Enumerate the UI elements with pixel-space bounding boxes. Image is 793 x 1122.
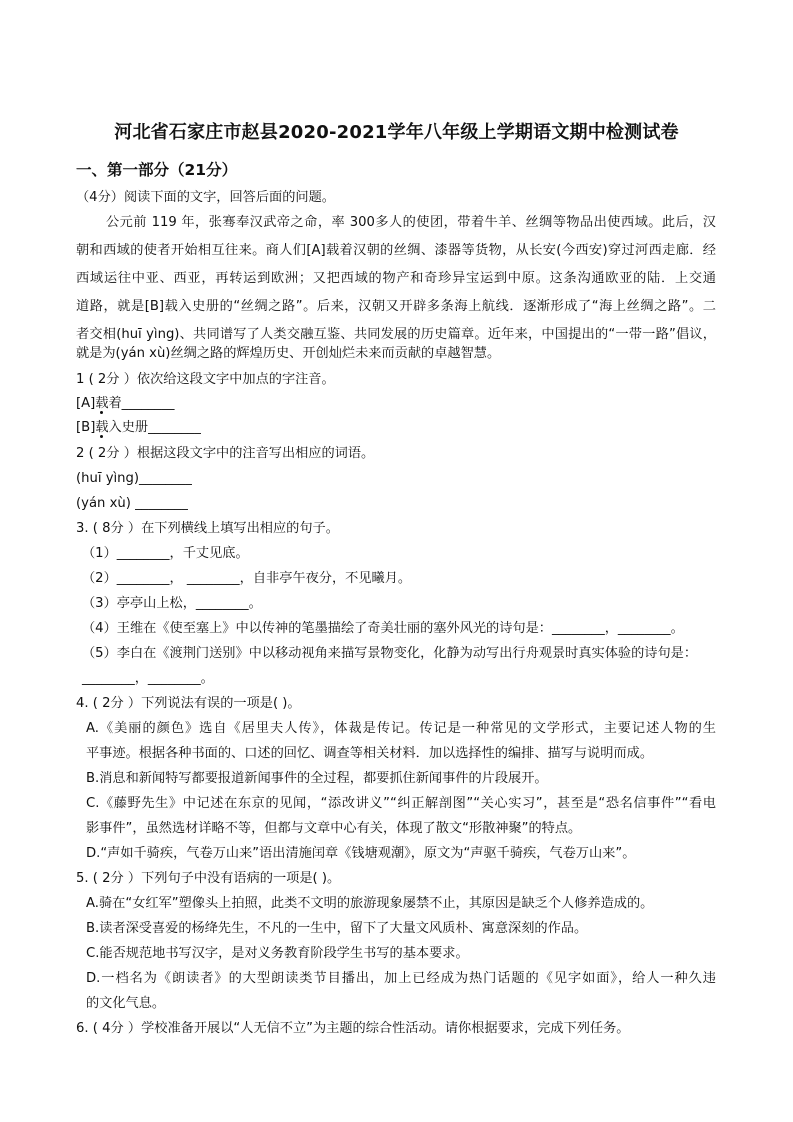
- question-1-stem: 1 ( 2分 ）依次给这段文字中加点的字注音。: [76, 372, 335, 387]
- passage-line: 朝和西域的使者开始相互往来。商人们[A]载着汉朝的丝绸、漆器等货物，从长安(今西安)穿过河西走廊．经: [76, 243, 716, 258]
- question-6-stem: 6. ( 4分 ）学校准备开展以“人无信不立”为主题的综合性活动。请你根据要求，完成下列任务。: [76, 1021, 630, 1036]
- question-3-item: （5）李白在《渡荆门送别》中以移动视角来描写景物变化，化静为动写出行舟观景时真实体验的诗句是：: [82, 646, 698, 661]
- question-3-item[interactable]: （1）________，千丈见底。: [82, 546, 249, 561]
- question-2-blank-b[interactable]: (yán xù) ________: [76, 496, 188, 511]
- question-4-option-line[interactable]: 影事件”，虽然选材详略不等，但都与文章中心有关，体现了散文“形散神聚”的特点。: [86, 821, 582, 836]
- item-label: [B]: [76, 420, 96, 435]
- passage-line: 者交相(huī yìng)、共同谱写了人类交融互鉴、共同发展的历史篇章。近年来，中国提出的“一带一路”倡议，: [76, 327, 716, 342]
- question-4-option-line[interactable]: B.消息和新闻特写都要报道新闻事件的全过程，都要抓住新闻事件的片段展开。: [86, 771, 548, 786]
- question-3-stem: 3. ( 8分 ）在下列横线上填写出相应的句子。: [76, 521, 339, 536]
- dotted-character: 载: [95, 396, 109, 411]
- passage-line: 公元前 119 年，张骞奉汉武帝之命，率 300多人的使团，带着牛羊、丝绸等物品出使西域。此后，汉: [106, 215, 716, 230]
- item-label: [A]: [76, 396, 96, 411]
- passage-line: 道路，就是[B]载入史册的“丝绸之路”。后来，汉朝又开辟多条海上航线．逐渐形成了“海上丝绸之路”。二: [76, 299, 716, 314]
- question-4-option-line[interactable]: A.《美丽的颜色》选自《居里夫人传》，体裁是传记。传记是一种常见的文学形式，主要记述人物的生: [86, 721, 716, 736]
- question-4-stem: 4. ( 2分 ）下列说法有误的一项是( )。: [76, 696, 301, 711]
- question-4-option-line[interactable]: D.“声如千骑疾，气卷万山来”语出清施闰章《钱塘观潮》，原文为“声驱千骑疾，气卷万山来”。: [86, 846, 636, 861]
- passage-line: 就是为(yán xù)丝绸之路的辉煌历史、开创灿烂未来而贡献的卓越智慧。: [76, 346, 501, 361]
- section-heading: 一、第一部分（21分）: [76, 161, 238, 179]
- question-3-item[interactable]: （3）亭亭山上松，________。: [82, 596, 262, 611]
- question-1-item-a: [76, 394, 174, 414]
- question-2-blank-a[interactable]: (huī yìng)________: [76, 471, 192, 486]
- question-5-stem: 5. ( 2分 ）下列句子中没有语病的一项是( )。: [76, 871, 341, 886]
- question-1-item-b: [76, 418, 201, 438]
- answer-blank[interactable]: 入史册________: [108, 420, 201, 435]
- question-3-item[interactable]: （2）________， ________，自非亭午夜分，不见曦月。: [82, 571, 412, 586]
- dotted-character: 载: [95, 420, 109, 435]
- question-5-option-line[interactable]: B.读者深受喜爱的杨绛先生，不凡的一生中，留下了大量文风质朴、寓意深刻的作品。: [86, 921, 588, 936]
- reading-instruction: （4分）阅读下面的文字，回答后面的问题。: [76, 190, 335, 205]
- question-3-item[interactable]: （4）王维在《使至塞上》中以传神的笔墨描绘了奇美壮丽的塞外风光的诗句是：________，________。: [82, 621, 684, 636]
- question-5-option-line[interactable]: C.能否规范地书写汉字，是对义务教育阶段学生书写的基本要求。: [86, 946, 469, 961]
- question-4-option-line[interactable]: C.《藤野先生》中记述在东京的见闻，“添改讲义”“纠正解剖图”“关心实习”，甚至是“恐名信事件”“看电: [86, 796, 716, 811]
- passage-line: 西域运往中亚、西亚，再转运到欧洲；又把西域的物产和奇珍异宝运到中原。这条沟通欧亚的陆．上交通: [76, 271, 716, 286]
- question-5-option-line[interactable]: A.骑在“女红军”塑像头上拍照，此类不文明的旅游现象屡禁不止，其原因是缺乏个人修养造成的。: [86, 896, 654, 911]
- question-4-option-line[interactable]: 平事迹。根据各种书面的、口述的回忆、调查等相关材料．加以选择性的编排、描写与说明而成。: [86, 746, 654, 761]
- answer-blank[interactable]: 着________: [108, 396, 175, 411]
- question-5-option-line[interactable]: D.一档名为《朗读者》的大型朗读类节目播出，加上已经成为热门话题的《见字如面》，给人一种久违: [86, 971, 716, 986]
- question-2-stem: 2 ( 2分 ）根据这段文字中的注音写出相应的词语。: [76, 446, 375, 461]
- exam-title: 河北省石家庄市赵县2020-2021学年八年级上学期语文期中检测试卷: [114, 122, 679, 143]
- question-5-option-line[interactable]: 的文化气息。: [86, 996, 166, 1011]
- question-3-item[interactable]: ________，________。: [82, 671, 214, 686]
